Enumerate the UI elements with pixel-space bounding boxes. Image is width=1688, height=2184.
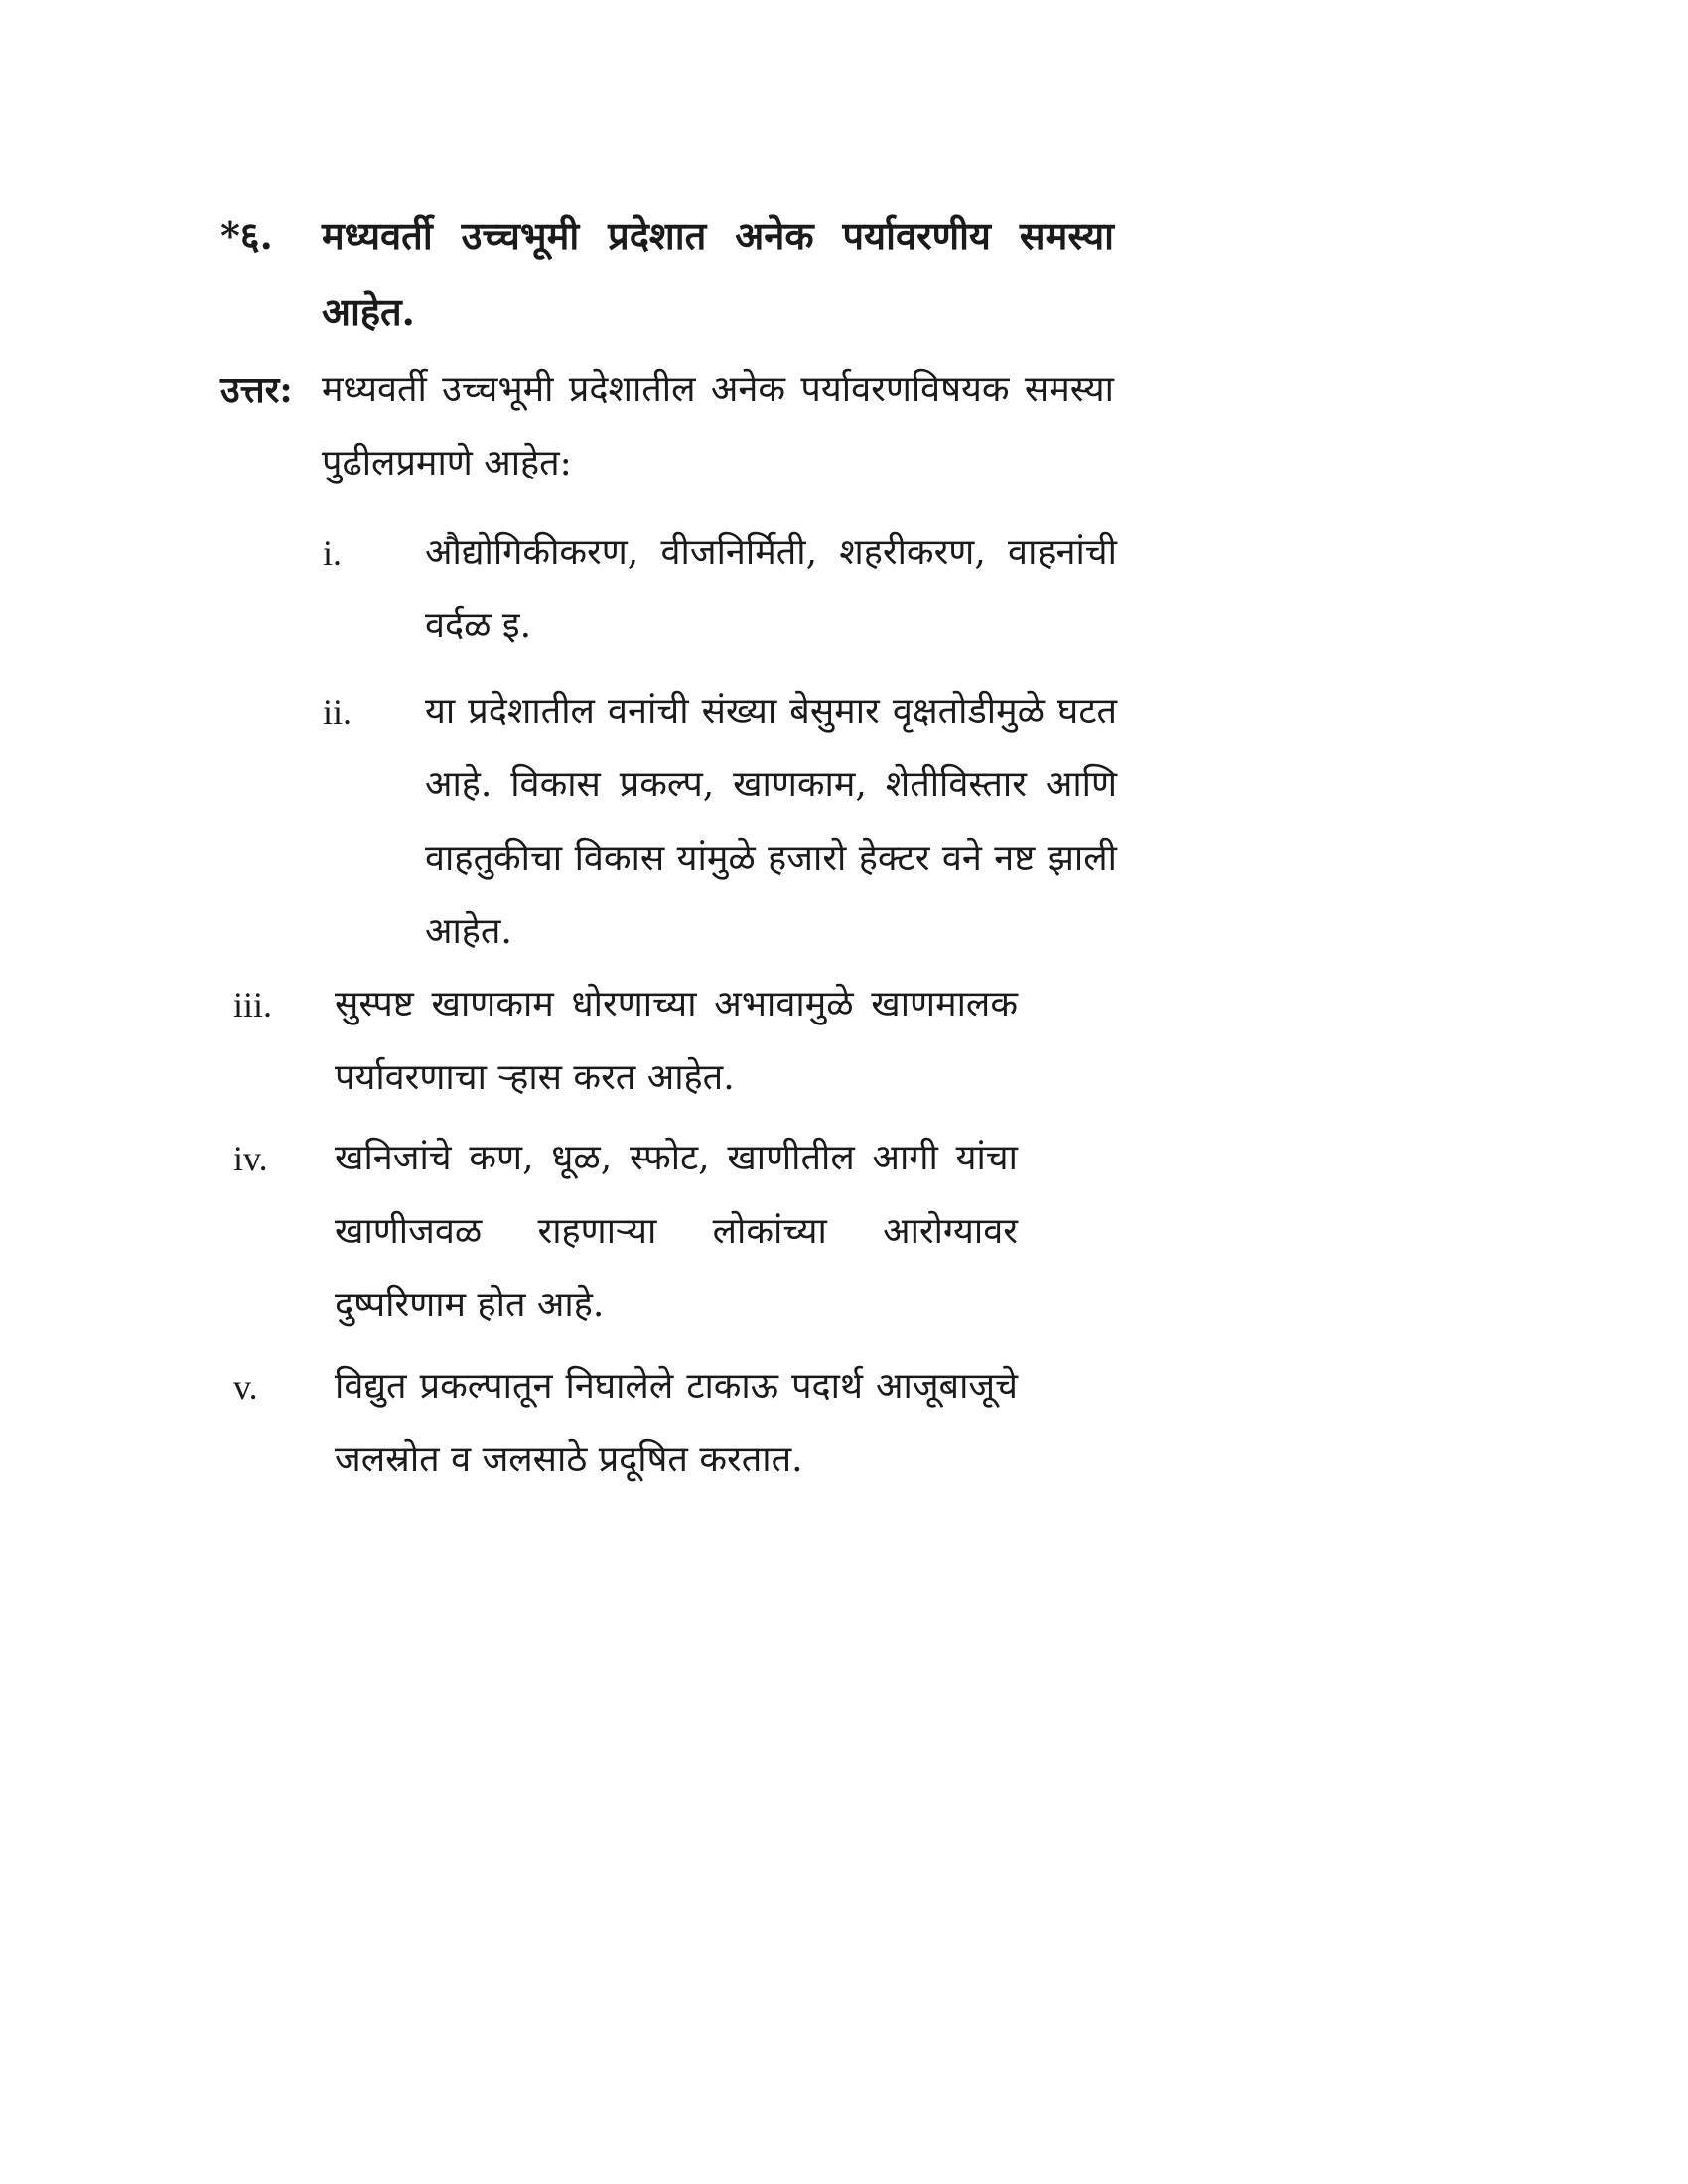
list-item-number: v. xyxy=(233,1367,258,1407)
list-item-text: औद्योगिकीकरण, वीजनिर्मिती, शहरीकरण, वाहनांची वर्दळ इ. xyxy=(425,532,1117,646)
list-item xyxy=(233,968,1018,1115)
list-item-text: विद्युत प्रकल्पातून निघालेले टाकाऊ पदार्थ आजूबाजूचे जलस्रोत व जलसाठे प्रदूषित करतात. xyxy=(335,1366,1018,1480)
answer-intro: मध्यवर्ती उच्चभूमी प्रदेशातील अनेक पर्यावरणविषयक समस्या पुढीलप्रमाणे आहेत: xyxy=(322,369,1114,483)
question xyxy=(220,199,1114,349)
question-number: *६. xyxy=(220,213,273,258)
list-item-text: या प्रदेशातील वनांची संख्या बेसुमार वृक्षतोडीमुळे घटत आहे. विकास प्रकल्प, खाणकाम, शेतीविस्तार आणि वाहतुकीचा विकास यांमुळे हजारो हेक्टर वने नष्ट झाली आहेत. xyxy=(425,691,1117,952)
list-item-number: i. xyxy=(323,533,343,573)
answer-label: उत्तर: xyxy=(220,369,293,411)
list-item xyxy=(233,1122,1018,1342)
list-item-number: iii. xyxy=(233,985,273,1024)
list-item-text: खनिजांचे कण, धूळ, स्फोट, खाणीतील आगी यांचा खाणीजवळ राहणाऱ्या लोकांच्या आरोग्यावर दुष्परिणाम होत आहे. xyxy=(335,1138,1018,1325)
answer xyxy=(220,353,1114,500)
list-item xyxy=(323,516,1117,663)
list-item-number: ii. xyxy=(323,692,352,732)
list-item-number: iv. xyxy=(233,1139,268,1178)
list-item xyxy=(233,1350,1018,1497)
list-item xyxy=(323,675,1117,969)
list-item-text: सुस्पष्ट खाणकाम धोरणाच्या अभावामुळे खाणमालक पर्यावरणाचा ऱ्हास करत आहेत. xyxy=(335,984,1018,1098)
question-text: मध्यवर्ती उच्चभूमी प्रदेशात अनेक पर्यावरणीय समस्या आहेत. xyxy=(322,213,1114,334)
